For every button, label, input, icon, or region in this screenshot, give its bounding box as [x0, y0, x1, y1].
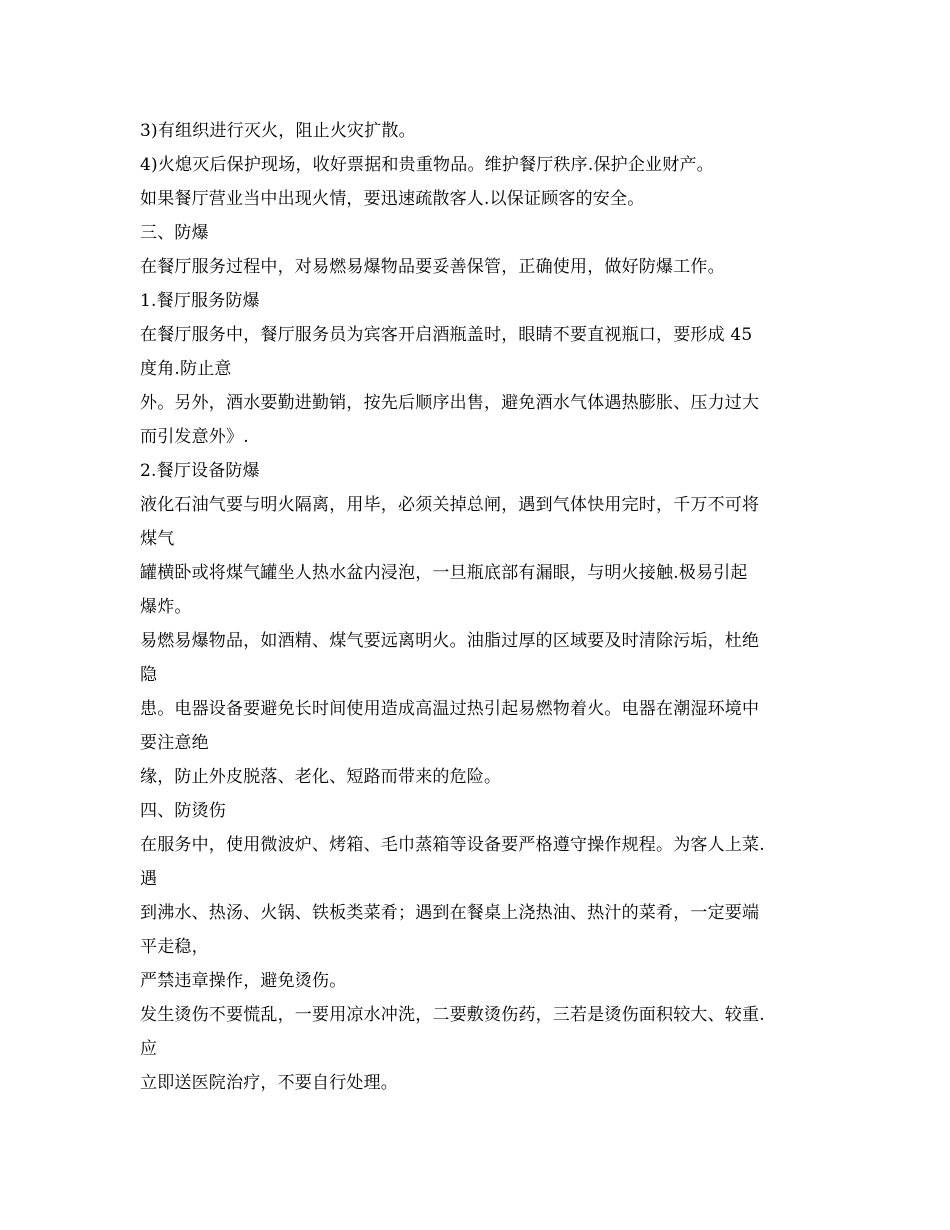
text-line: 罐横卧或将煤气罐坐人热水盆内浸泡，一旦瓶底部有漏眼，与明火接触.极易引起 — [140, 563, 748, 583]
text-line: 易燃易爆物品，如酒精、煤气要远离明火。油脂过厚的区域要及时清除污垢，杜绝 — [140, 631, 760, 651]
text-line: 度角.防止意 — [140, 359, 232, 379]
text-line: 4)火熄灭后保护现场，收好票据和贵重物品。维护餐厅秩序.保护企业财产。 — [140, 155, 714, 175]
document-body — [140, 114, 830, 1100]
text-line: 3)有组织进行灭火，阻止火灾扩散。 — [140, 121, 416, 141]
text-line: 应 — [140, 1039, 158, 1059]
text-line: 患。电器设备要避免长时间使用造成高温过热引起易燃物着火。电器在潮湿环境中 — [140, 699, 760, 719]
text-line: 而引发意外》. — [140, 427, 249, 447]
text-line: 在餐厅服务中，餐厅服务员为宾客开启酒瓶盖时，眼睛不要直视瓶口，要形成 45 — [140, 325, 753, 345]
text-line: 隐 — [140, 665, 158, 685]
section-heading: 四、防烫伤 — [140, 801, 226, 821]
text-line: 要注意绝 — [140, 733, 209, 753]
text-line: 如果餐厅营业当中出现火情，要迅速疏散客人.以保证顾客的安全。 — [140, 189, 645, 209]
text-line: 爆炸。 — [140, 597, 192, 617]
subsection-heading: 1.餐厅服务防爆 — [140, 291, 260, 311]
subsection-heading: 2.餐厅设备防爆 — [140, 461, 260, 481]
text-line: 缘，防止外皮脱落、老化、短路而带来的危险。 — [140, 767, 502, 787]
text-line: 煤气 — [140, 529, 175, 549]
text-line: 液化石油气要与明火隔离，用毕，必须关掉总闸，遇到气体快用完时，千万不可将 — [140, 495, 760, 515]
text-line: 在餐厅服务过程中，对易燃易爆物品要妥善保管，正确使用，做好防爆工作。 — [140, 257, 725, 277]
text-line: 到沸水、热汤、火锅、铁板类菜肴；遇到在餐桌上浇热油、热汁的菜肴，一定要端 — [140, 903, 760, 923]
text-line: 平走稳， — [140, 937, 209, 957]
text-line: 遇 — [140, 869, 158, 889]
text-line: 严禁违章操作，避免烫伤。 — [140, 971, 347, 991]
text-line: 立即送医院治疗，不要自行处理。 — [140, 1073, 398, 1093]
section-heading: 三、防爆 — [140, 223, 209, 243]
text-line: 外。另外，酒水要勤进勤销，按先后顺序出售，避免酒水气体遇热膨胀、压力过大 — [140, 393, 760, 413]
text-line: 发生烫伤不要慌乱，一要用凉水冲洗，二要敷烫伤药，三若是烫伤面积较大、较重. — [140, 1005, 765, 1025]
text-line: 在服务中，使用微波炉、烤箱、毛巾蒸箱等设备要严格遵守操作规程。为客人上菜. — [140, 835, 765, 855]
